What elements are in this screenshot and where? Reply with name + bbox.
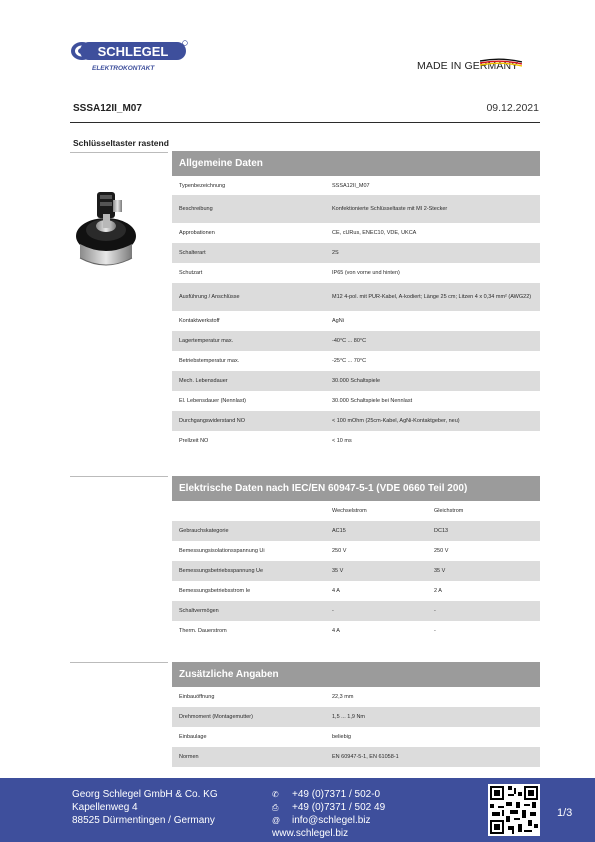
table-row: Durchgangswiderstand NO < 100 mOhm (25cm-Kabel, AgNi-Kontaktgeber, neu)	[172, 411, 540, 431]
table-row: Normen EN 60947-5-1, EN 61058-1	[172, 747, 540, 767]
electrical-data-section	[172, 476, 540, 641]
left-divider	[70, 476, 168, 477]
table-row: Therm. Dauerstrom 4 A -	[179, 628, 436, 634]
table-row: Bemessungsbetriebsstrom Ie 4 A 2 A	[179, 588, 442, 594]
table-row: Lagertemperatur max. -40°C ... 80°C	[172, 331, 540, 351]
fax-icon: ⎙	[272, 803, 279, 812]
table-row: Beschreibung Konfektionierte Schlüsseltaste mit MI 2-Stecker	[172, 195, 540, 223]
table-row: Einbaulage beliebig	[179, 734, 351, 740]
table-row: Bemessungsisolationsspannung Ui 250 V 250 V	[179, 548, 449, 554]
table-row: Ausführung / Anschlüsse M12 4-pol. mit PUR-Kabel, A-kodiert; Länge 25 cm; Litzen 4 x 0,34 mm² (AWG22)	[172, 283, 540, 311]
phone-icon: ✆	[272, 790, 279, 799]
table-row: Betriebstemperatur max. -25°C ... 70°C	[179, 358, 367, 364]
website-link[interactable]: www.schlegel.biz	[272, 828, 349, 839]
german-flag-stripes	[480, 56, 522, 70]
contact-block	[272, 788, 385, 840]
header-rule	[70, 122, 540, 123]
electrical-data-title: Elektrische Daten nach IEC/EN 60947-5-1 (VDE 0660 Teil 200)	[172, 476, 540, 501]
company-city: 88525 Dürmentingen / Germany	[72, 815, 215, 826]
table-row: El. Lebensdauer (Nennlast) 30.000 Schaltspiele bei Nennlast	[179, 398, 413, 404]
footer	[0, 778, 595, 842]
left-divider	[70, 662, 168, 663]
company-address	[72, 788, 218, 827]
table-row: Drehmoment (Montagemutter) 1,5 ... 1,9 Nm	[172, 707, 540, 727]
table-header-row: Wechselstrom Gleichstrom	[332, 508, 464, 514]
logo-subtext: ELEKTROKONTAKT	[92, 65, 155, 72]
company-name: Georg Schlegel GmbH & Co. KG	[72, 789, 218, 800]
key-switch-image	[74, 186, 146, 274]
table-row: Approbationen CE, cURus, ENEC10, VDE, UKCA	[179, 230, 417, 236]
additional-data-title: Zusätzliche Angaben	[172, 662, 540, 687]
schlegel-logo	[70, 38, 190, 74]
general-data-section	[172, 151, 540, 451]
table-row: Schaltvermögen - -	[172, 601, 540, 621]
made-in-germany: MADE IN GERMANY	[417, 60, 519, 72]
table-row: Prellzeit NO < 10 ms	[179, 438, 352, 444]
page-number: 1/3	[557, 807, 573, 819]
qr-code[interactable]	[488, 784, 540, 836]
table-row: Schalterart 2S	[172, 243, 540, 263]
table-row: Gebrauchskategorie AC15 DC13	[172, 521, 540, 541]
table-row: Bemessungsbetriebsspannung Ue 35 V 35 V	[172, 561, 540, 581]
table-row: Einbauöffnung 22,3 mm	[179, 694, 354, 700]
additional-data-section	[172, 662, 540, 767]
logo-text: SCHLEGEL	[97, 44, 169, 59]
table-row: Mech. Lebensdauer 30.000 Schaltspiele	[172, 371, 540, 391]
document-id: SSSA12II_M07	[73, 103, 142, 114]
document-date: 09.12.2021	[486, 102, 539, 114]
email-icon: @	[272, 816, 281, 825]
fax-number: +49 (0)7371 / 502 49	[292, 802, 386, 813]
table-row: Schutzart IP65 (von vorne und hinten)	[179, 270, 400, 276]
left-divider	[70, 152, 168, 153]
table-row: Kontaktwerkstoff AgNi	[179, 318, 344, 324]
email-link[interactable]: info@schlegel.biz	[292, 815, 371, 826]
company-street: Kapellenweg 4	[72, 802, 138, 813]
table-row: Typenbezeichnung SSSA12II_M07	[179, 182, 370, 189]
general-data-title: Allgemeine Daten	[172, 151, 540, 176]
product-title: Schlüsseltaster rastend	[73, 138, 169, 148]
phone-number[interactable]: +49 (0)7371 / 502-0	[292, 789, 381, 800]
